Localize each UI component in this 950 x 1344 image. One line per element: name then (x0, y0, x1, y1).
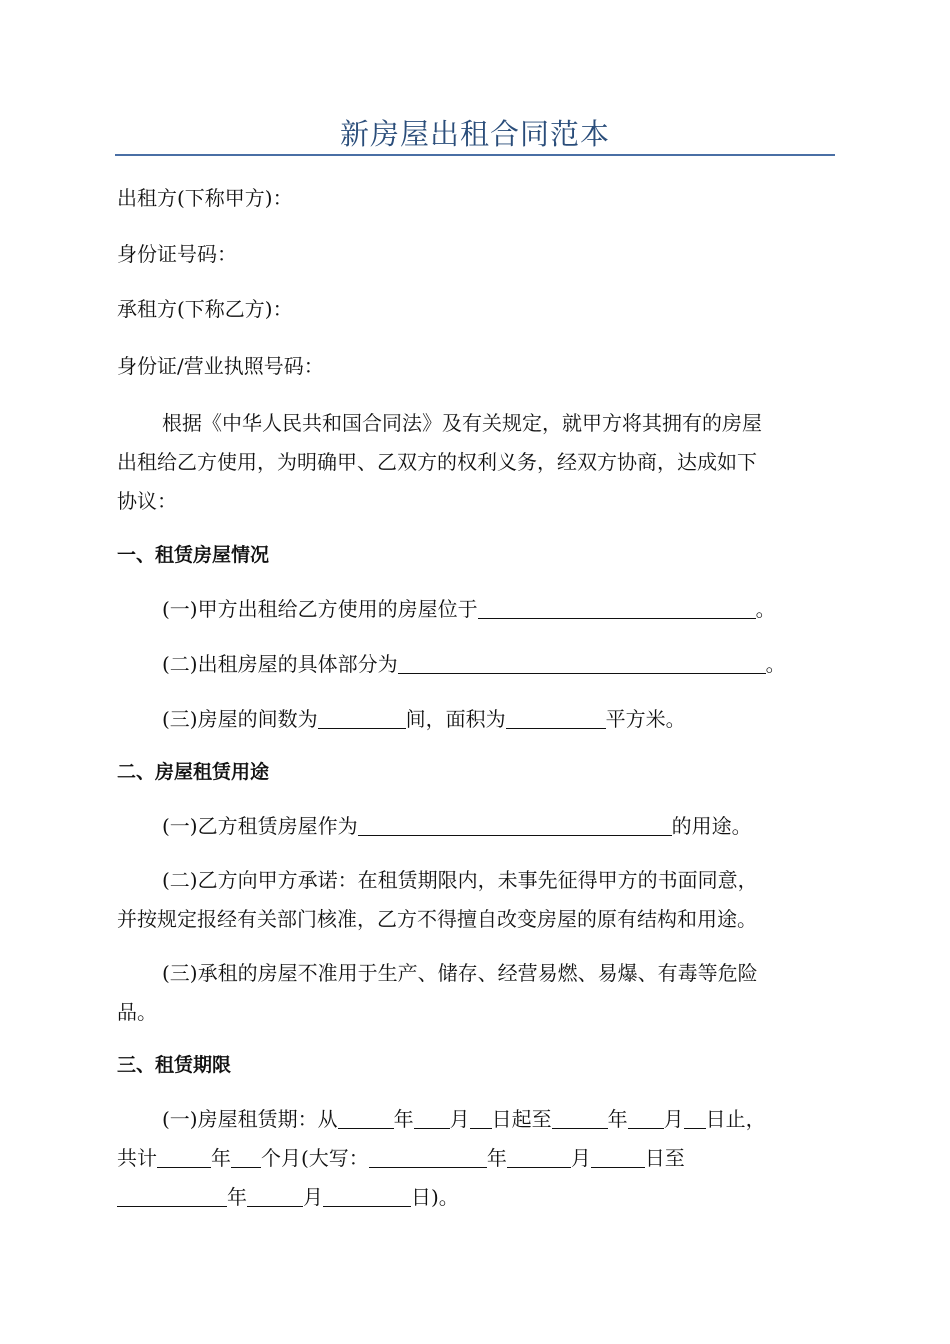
total-label: 共计 (117, 1146, 157, 1170)
start-day-blank (470, 1108, 492, 1129)
year-label: 年 (211, 1146, 231, 1170)
s1-item-1-text: (一)甲方出租给乙方使用的房屋位于 (162, 597, 478, 621)
section-3-heading: 三、租赁期限 (117, 1054, 232, 1076)
month-label: 月 (449, 1107, 470, 1131)
s1-item-3-mid: 间，面积为 (405, 707, 506, 731)
day-until-label: 日至 (644, 1146, 685, 1170)
caps-end-day-blank (323, 1186, 411, 1207)
area-blank (506, 708, 606, 729)
s1-item-1 (162, 593, 776, 622)
document-title: 新房屋出租合同范本 (339, 117, 610, 151)
purpose-blank (358, 815, 672, 836)
title-underline (115, 154, 835, 156)
location-blank (478, 598, 756, 619)
lessor-line: 出租方(下称甲方)： (117, 186, 293, 210)
rooms-blank (318, 708, 406, 729)
s1-item-1-end: 。 (755, 597, 776, 621)
year-label: 年 (393, 1107, 414, 1131)
day-to-label: 日止， (705, 1107, 766, 1131)
s3-item-1-line-1 (162, 1103, 766, 1132)
start-year-blank (338, 1108, 394, 1129)
lessee-id-line: 身份证/营业执照号码： (117, 354, 324, 378)
end-day-blank (684, 1108, 706, 1129)
section-1-heading: 一、租赁房屋情况 (117, 544, 270, 566)
end-month-blank (628, 1108, 664, 1129)
caps-day-blank (591, 1147, 645, 1168)
year-label: 年 (486, 1146, 507, 1170)
part-blank (398, 653, 766, 674)
caps-end-year-blank (117, 1186, 227, 1207)
year-label: 年 (607, 1107, 628, 1131)
caps-month-blank (507, 1147, 571, 1168)
s1-item-3-text: (三)房屋的间数为 (162, 707, 318, 731)
year-label: 年 (227, 1185, 247, 1209)
month-label: 月 (663, 1107, 684, 1131)
intro-line-1: 根据《中华人民共和国合同法》及有关规定，就甲方将其拥有的房屋 (162, 411, 762, 435)
month-label: 月 (303, 1185, 323, 1209)
s1-item-2-text: (二)出租房屋的具体部分为 (162, 652, 398, 676)
intro-line-3: 协议： (117, 489, 177, 513)
s3-item-1-line-2 (117, 1142, 685, 1171)
s2-item-2-line-1: (二)乙方向甲方承诺：在租赁期限内，未事先征得甲方的书面同意， (162, 868, 758, 892)
intro-line-2: 出租给乙方使用，为明确甲、乙双方的权利义务，经双方协商，达成如下 (117, 450, 757, 474)
s2-item-3-line-1: (三)承租的房屋不准用于生产、储存、经营易燃、易爆、有毒等危险 (162, 961, 758, 985)
s1-item-3 (162, 703, 686, 732)
close-label: 日)。 (411, 1185, 459, 1209)
lessee-line: 承租方(下称乙方)： (117, 297, 293, 321)
s2-item-2-line-2: 并按规定报经有关部门核准，乙方不得擅自改变房屋的原有结构和用途。 (117, 907, 757, 931)
caps-end-month-blank (247, 1186, 303, 1207)
s2-item-1-text: (一)乙方租赁房屋作为 (162, 814, 358, 838)
total-years-blank (157, 1147, 211, 1168)
month-label: 月 (570, 1146, 591, 1170)
total-months-blank (231, 1147, 261, 1168)
end-year-blank (552, 1108, 608, 1129)
s1-item-2-end: 。 (765, 652, 786, 676)
s1-item-2 (162, 648, 786, 677)
s1-item-3-end: 平方米。 (605, 707, 686, 731)
section-2-heading: 二、房屋租赁用途 (117, 761, 270, 783)
lease-term-label: (一)房屋租赁期：从 (162, 1107, 338, 1131)
s2-item-3-line-2: 品。 (117, 1000, 157, 1024)
s3-item-1-line-3 (117, 1181, 459, 1210)
s2-item-1 (162, 810, 752, 839)
lessor-id-line: 身份证号码： (117, 242, 237, 266)
months-caps-label: 个月(大写： (261, 1146, 369, 1170)
caps-year-blank (369, 1147, 487, 1168)
day-from-label: 日起至 (491, 1107, 552, 1131)
s2-item-1-end: 的用途。 (671, 814, 752, 838)
start-month-blank (414, 1108, 450, 1129)
